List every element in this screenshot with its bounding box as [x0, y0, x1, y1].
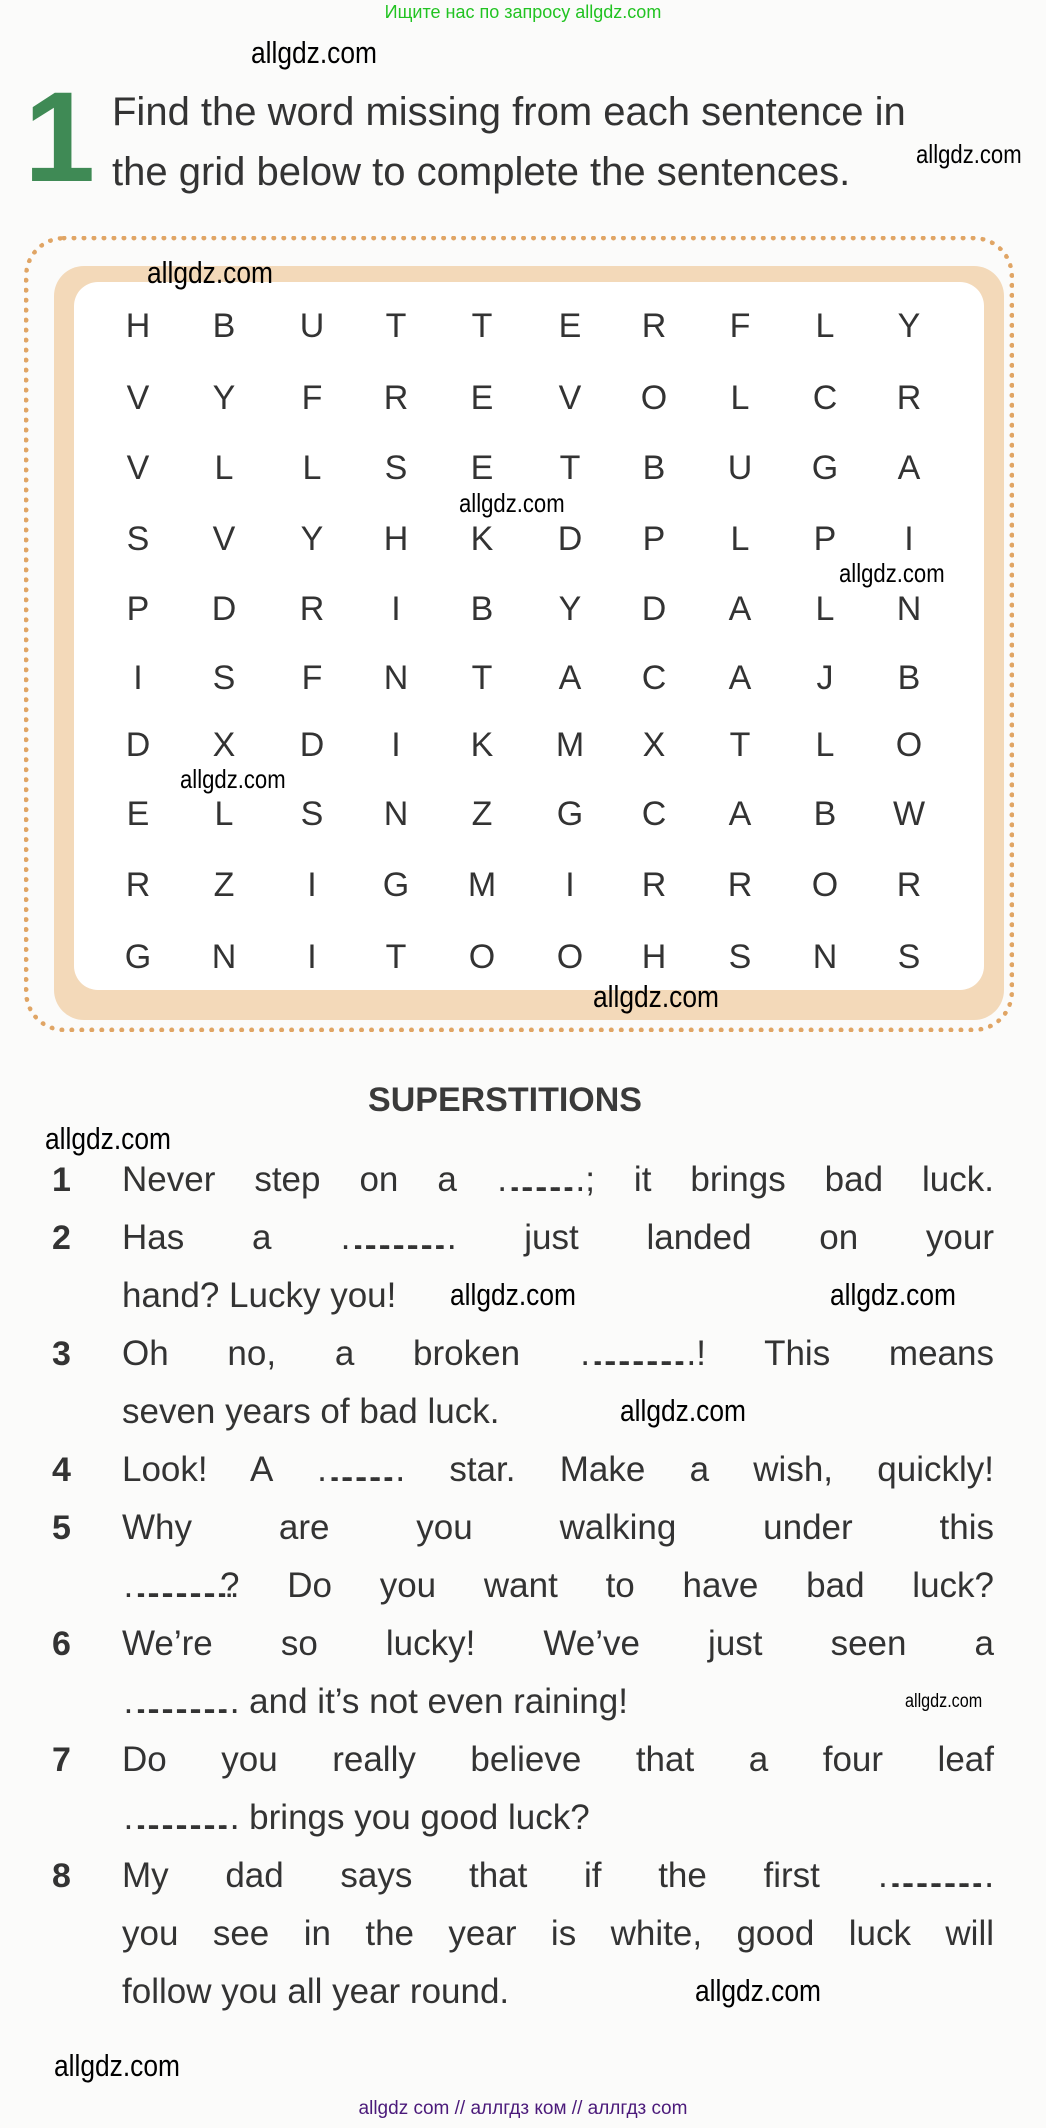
grid-letter: D — [641, 590, 667, 628]
watermark: allgdz.com — [839, 558, 945, 588]
sentence-text: follow you all year round. — [122, 1972, 510, 2011]
grid-letter: S — [212, 659, 236, 697]
grid-letter: U — [727, 449, 753, 487]
section-title: SUPERSTITIONS — [368, 1081, 642, 1119]
grid-letter: G — [124, 938, 152, 976]
grid-letter: T — [729, 726, 751, 764]
watermark: allgdz.com — [695, 1973, 821, 2008]
grid-letter: R — [641, 866, 667, 904]
grid-letter: S — [384, 449, 408, 487]
sentence-text: hand? Lucky you! — [122, 1276, 397, 1315]
sentence-number: 7 — [52, 1741, 71, 1779]
sentence-number: 2 — [52, 1219, 71, 1257]
sentence-number: 3 — [52, 1335, 71, 1373]
grid-letter: H — [125, 307, 151, 345]
answer-blank: ………………… — [339, 1218, 438, 1257]
exercise-instruction — [112, 82, 906, 202]
grid-letter: E — [126, 795, 150, 833]
grid-letter: T — [471, 659, 493, 697]
grid-letter: S — [126, 520, 150, 558]
grid-letter: L — [815, 307, 835, 345]
sentence-text: My dad says that if the first — [122, 1856, 877, 1895]
sentence-line — [122, 1738, 994, 1782]
sentence-line — [122, 1564, 994, 1608]
grid-letter: T — [559, 449, 581, 487]
grid-letter: C — [641, 659, 667, 697]
grid-letter: N — [896, 590, 922, 628]
sentence-number: 6 — [52, 1625, 71, 1663]
sentence-line — [122, 1448, 994, 1492]
instruction-line: Find the word missing from each sentence in — [112, 90, 906, 134]
grid-letter: J — [816, 659, 834, 697]
grid-letter: P — [126, 590, 150, 628]
sentence-text: ? Do you want to have bad luck? — [220, 1566, 994, 1605]
grid-letter: L — [730, 379, 750, 417]
grid-letter: O — [556, 938, 584, 976]
sentence-number: 4 — [52, 1451, 71, 1489]
grid-letter: B — [642, 449, 666, 487]
answer-blank: ………………… — [876, 1856, 975, 1895]
grid-letter: O — [895, 726, 923, 764]
sentence-text: ..! This means — [676, 1334, 994, 1373]
grid-letter: T — [385, 938, 407, 976]
grid-letter: F — [729, 307, 751, 345]
answer-blank: …………… — [315, 1450, 386, 1489]
grid-letter: P — [813, 520, 837, 558]
grid-letter: L — [815, 726, 835, 764]
grid-letter: L — [214, 449, 234, 487]
exercise-number: 1 — [24, 66, 96, 209]
grid-letter: X — [642, 726, 666, 764]
grid-letter: I — [391, 726, 401, 764]
sentence-line — [122, 1680, 628, 1724]
grid-letter: B — [212, 307, 236, 345]
grid-letter: D — [125, 726, 151, 764]
sentence-line — [122, 1216, 994, 1260]
sentence-text: you see in the year is white, good luck will — [122, 1914, 994, 1953]
instruction-line: the grid below to complete the sentences. — [112, 150, 851, 194]
grid-letter: R — [896, 379, 922, 417]
grid-letter: M — [467, 866, 497, 904]
grid-letter: Y — [558, 590, 582, 628]
grid-letter: O — [811, 866, 839, 904]
sentence-text: Look! A — [122, 1450, 316, 1489]
answer-blank: ………………… — [122, 1798, 220, 1837]
grid-letter: B — [897, 659, 921, 697]
grid-letter: D — [211, 590, 237, 628]
sentence-line — [122, 1390, 499, 1434]
grid-letter: M — [555, 726, 585, 764]
grid-letter: N — [383, 795, 409, 833]
sentence-line — [122, 1332, 994, 1376]
grid-letter: B — [470, 590, 494, 628]
grid-letter: K — [470, 520, 494, 558]
watermark: allgdz.com — [45, 1121, 171, 1156]
sentence-text: Has a — [122, 1218, 340, 1257]
grid-letter: L — [302, 449, 322, 487]
sentence-line — [122, 1970, 509, 2014]
grid-letter: O — [468, 938, 496, 976]
watermark: allgdz.com — [180, 764, 286, 794]
grid-letter: I — [133, 659, 143, 697]
grid-letter: D — [557, 520, 583, 558]
grid-letter: G — [382, 866, 410, 904]
watermark: allgdz.com — [916, 139, 1022, 169]
grid-letter: R — [125, 866, 151, 904]
answer-blank: ………………… — [122, 1566, 220, 1605]
grid-letter: F — [301, 659, 323, 697]
sentence-text: Never step on a — [122, 1160, 496, 1199]
watermark: allgdz.com — [593, 979, 719, 1014]
grid-letter: R — [383, 379, 409, 417]
grid-letter: Y — [897, 307, 921, 345]
grid-letter: I — [904, 520, 914, 558]
grid-letter: Z — [471, 795, 493, 833]
sentence-text: .. star. Make a wish, quickly! — [385, 1450, 994, 1489]
grid-letter: Y — [300, 520, 324, 558]
sentence-text: Why are you walking under this — [122, 1508, 994, 1547]
grid-letter: A — [728, 659, 752, 697]
search-hint-banner: Ищите нас по запросу allgdz.com — [384, 2, 662, 22]
sentence-number: 8 — [52, 1857, 71, 1895]
sentence-line — [122, 1912, 994, 1956]
grid-letter: R — [641, 307, 667, 345]
grid-letter: O — [640, 379, 668, 417]
grid-letter: Z — [213, 866, 235, 904]
grid-letter: A — [558, 659, 582, 697]
grid-letter: V — [212, 520, 236, 558]
grid-letter: L — [214, 795, 234, 833]
grid-letter: P — [642, 520, 666, 558]
sentence-text: seven years of bad luck. — [122, 1392, 500, 1431]
grid-letter: T — [385, 307, 407, 345]
sentence-text: .. and it’s not even raining! — [220, 1682, 628, 1721]
grid-letter: H — [383, 520, 409, 558]
grid-letter: L — [815, 590, 835, 628]
sentence-line — [122, 1506, 994, 1550]
grid-letter: S — [300, 795, 324, 833]
grid-letter: S — [897, 938, 921, 976]
grid-letter: R — [896, 866, 922, 904]
grid-letter: C — [812, 379, 838, 417]
sentence-line — [122, 1274, 396, 1318]
sentence-text: .. brings you good luck? — [220, 1798, 590, 1837]
grid-letter: H — [641, 938, 667, 976]
sentence-line — [122, 1854, 994, 1898]
watermark: allgdz.com — [830, 1277, 956, 1312]
sentence-text: We’re so lucky! We’ve just seen a — [122, 1624, 994, 1663]
sentence-line — [122, 1158, 994, 1202]
grid-letter: I — [391, 590, 401, 628]
watermark: allgdz.com — [54, 2048, 180, 2083]
grid-letter: E — [470, 449, 494, 487]
grid-letter: R — [727, 866, 753, 904]
grid-letter: N — [211, 938, 237, 976]
grid-letter: K — [470, 726, 494, 764]
sentence-text: ..; it brings bad luck. — [565, 1160, 994, 1199]
grid-letter: A — [728, 795, 752, 833]
watermark: allgdz.com — [147, 255, 273, 290]
sentence-text: .. just landed on your — [437, 1218, 994, 1257]
grid-letter: I — [307, 866, 317, 904]
grid-letter: T — [471, 307, 493, 345]
sentence-line — [122, 1622, 994, 1666]
watermark: allgdz.com — [905, 1691, 983, 1712]
grid-letter: N — [383, 659, 409, 697]
grid-letter: N — [812, 938, 838, 976]
sentence-number: 5 — [52, 1509, 71, 1547]
grid-letter: R — [299, 590, 325, 628]
watermark: allgdz.com — [459, 488, 565, 518]
watermark: allgdz.com — [450, 1277, 576, 1312]
grid-letter: B — [813, 795, 837, 833]
watermark: allgdz.com — [620, 1393, 746, 1428]
answer-blank: ………………… — [578, 1334, 677, 1373]
grid-letter: I — [307, 938, 317, 976]
grid-letter: V — [558, 379, 582, 417]
grid-letter: L — [730, 520, 750, 558]
grid-letter: C — [641, 795, 667, 833]
grid-letter: D — [299, 726, 325, 764]
sentence-text: Oh no, a broken — [122, 1334, 579, 1373]
watermark: allgdz.com — [251, 35, 377, 70]
sentence-number: 1 — [52, 1161, 71, 1199]
answer-blank: ………………… — [122, 1682, 220, 1721]
grid-letter: U — [299, 307, 325, 345]
grid-letter: A — [728, 590, 752, 628]
grid-letter: E — [558, 307, 582, 345]
grid-letter: V — [126, 449, 150, 487]
grid-letter: S — [728, 938, 752, 976]
grid-letter: I — [565, 866, 575, 904]
grid-letter: V — [126, 379, 150, 417]
grid-letter: G — [556, 795, 584, 833]
footer-watermark: allgdz com // аллгдз ком // аллгдз com — [358, 2098, 688, 2119]
grid-letter: F — [301, 379, 323, 417]
sentence-line — [122, 1796, 590, 1840]
grid-letter: Y — [212, 379, 236, 417]
grid-letter: W — [892, 795, 926, 833]
grid-letter: G — [811, 449, 839, 487]
grid-letter: E — [470, 379, 494, 417]
sentence-text: Do you really believe that a four leaf — [122, 1740, 994, 1779]
answer-blank: …………… — [495, 1160, 566, 1199]
sentence-text: .. — [974, 1856, 994, 1895]
grid-letter: X — [212, 726, 236, 764]
grid-letter: A — [897, 449, 921, 487]
